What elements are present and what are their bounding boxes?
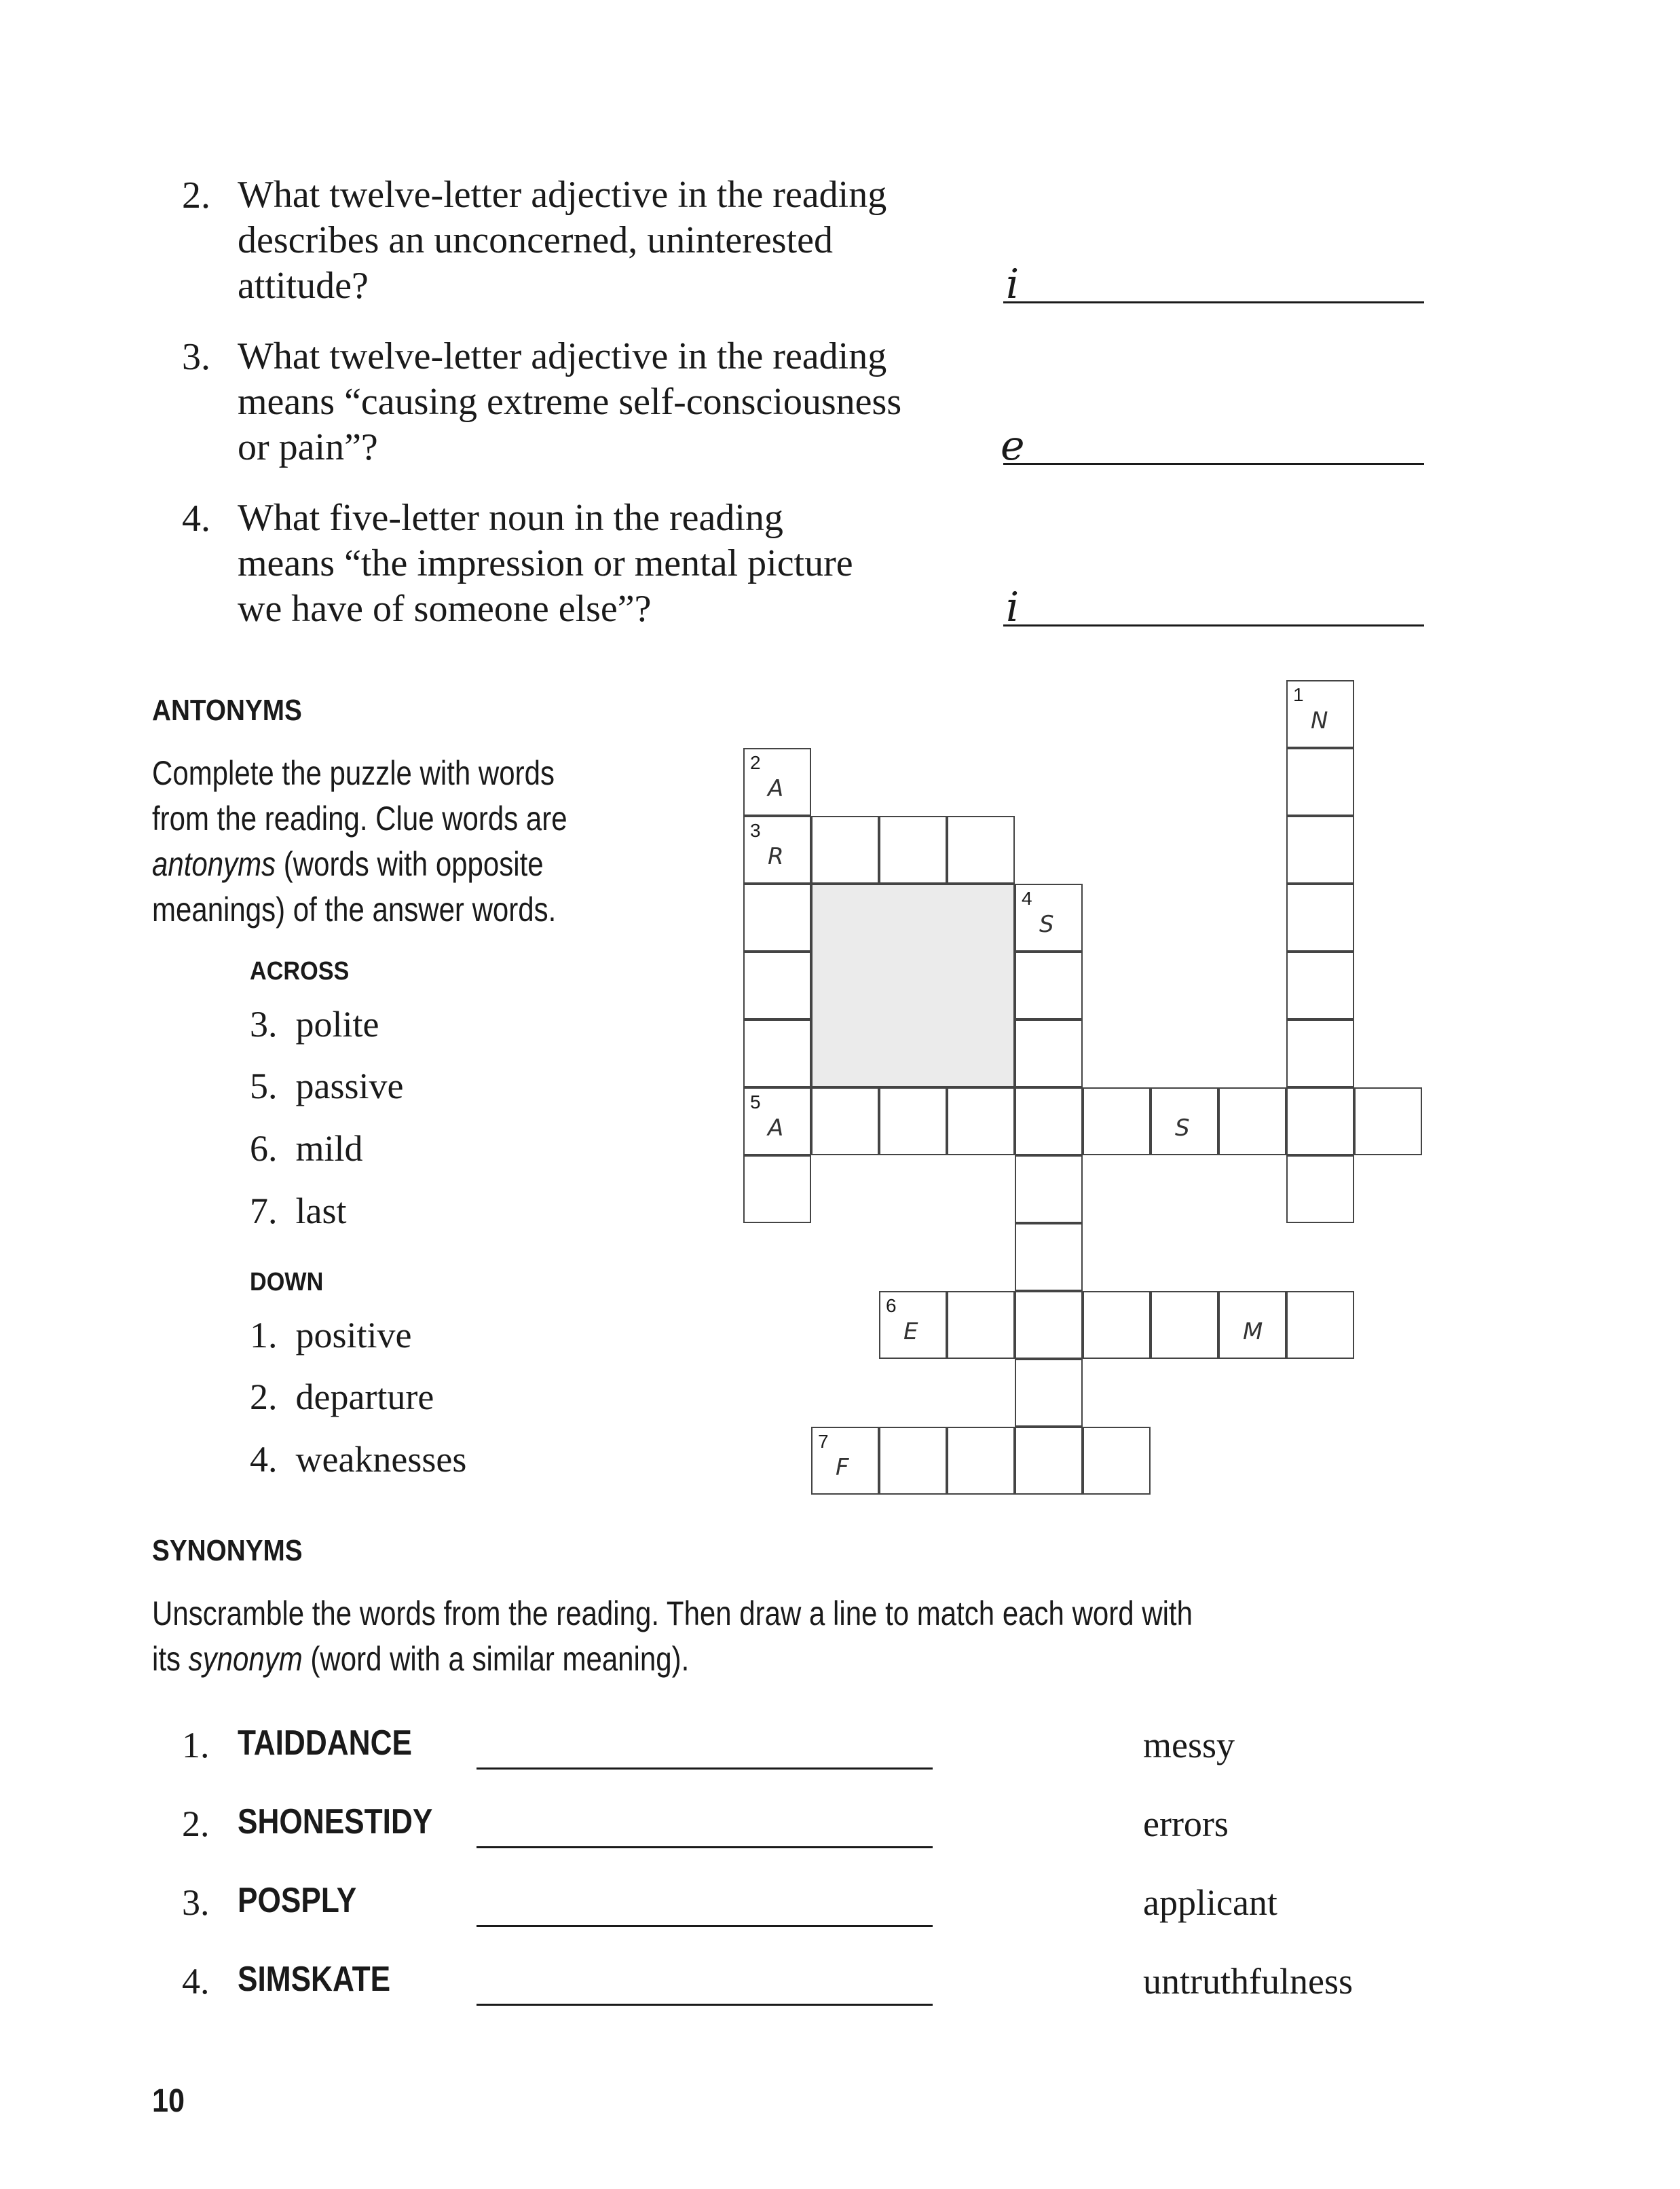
crossword-cell[interactable] [743,1155,811,1223]
clue-number: 6. [250,1128,278,1169]
crossword-cell[interactable] [1151,1291,1218,1359]
crossword-cell[interactable] [1286,1155,1354,1223]
synonym-item-number: 4. [182,1961,210,2002]
unscramble-answer-line[interactable] [477,1925,933,1927]
synonyms-instructions-prefix: its [152,1640,189,1678]
synonyms-instructions-rest: (word with a similar meaning). [302,1640,690,1678]
scrambled-word: SIMSKATE [238,1960,391,1999]
clue-word: positive [295,1315,412,1355]
crossword-cell[interactable] [1151,1087,1218,1155]
crossword-cell[interactable] [1218,1087,1286,1155]
unscramble-answer-line[interactable] [477,1846,933,1848]
crossword-cell[interactable] [743,1019,811,1087]
crossword-cell[interactable] [743,1087,811,1155]
unscramble-answer-line[interactable] [477,2004,933,2006]
antonyms-heading: ANTONYMS [152,694,302,727]
crossword-cell[interactable] [811,816,879,884]
across-clue [250,1003,379,1045]
clue-word: passive [295,1066,404,1106]
crossword-cell[interactable] [1083,1087,1151,1155]
question-text-line: What twelve-letter adjective in the reading [238,335,887,377]
answer-line[interactable] [1003,301,1424,303]
cell-letter: F [836,1454,849,1481]
crossword-cell[interactable] [879,1291,947,1359]
cell-number: 4 [1022,888,1032,909]
crossword-cell[interactable] [1286,1087,1354,1155]
crossword-cell[interactable] [743,748,811,816]
question-text-line: What five-letter noun in the reading [238,497,783,539]
cell-letter: A [768,1115,784,1142]
clue-number: 3. [250,1004,278,1045]
crossword-cell[interactable] [1015,884,1083,952]
question-text-line: describes an unconcerned, uninterested [238,219,833,261]
question-number: 3. [182,336,210,378]
cell-letter: N [1311,707,1328,734]
crossword-cell[interactable] [947,1427,1015,1495]
unscramble-answer-line[interactable] [477,1767,933,1770]
antonyms-instructions-line: Complete the puzzle with words [152,754,555,792]
clue-word: last [295,1191,347,1231]
scrambled-word: TAIDDANCE [238,1723,413,1763]
crossword-cell[interactable] [1015,952,1083,1019]
synonym-item-number: 3. [182,1882,210,1923]
synonym-match-word: untruthfulness [1143,1961,1353,2002]
cell-number: 5 [750,1091,761,1112]
answer-line[interactable] [1003,624,1424,626]
cell-letter: S [1175,1115,1190,1142]
crossword-cell[interactable] [947,1291,1015,1359]
synonyms-instructions-line [152,1636,689,1682]
cell-number: 2 [750,752,761,773]
clue-number: 5. [250,1066,278,1106]
crossword-cell[interactable] [879,1087,947,1155]
scrambled-word: SHONESTIDY [238,1802,433,1841]
synonyms-heading: SYNONYMS [152,1534,303,1567]
down-clue [250,1438,466,1480]
synonym-item-number: 2. [182,1803,210,1844]
antonyms-instructions-line: meanings) of the answer words. [152,891,557,929]
across-heading: ACROSS [250,957,350,986]
antonyms-instructions-rest: (words with opposite [276,845,544,883]
synonym-item-number: 1. [182,1725,210,1765]
synonym-match-word: messy [1143,1725,1235,1765]
answer-first-letter: e [1001,422,1025,470]
page-number: 10 [152,2083,185,2119]
cell-number: 3 [750,820,761,841]
question-number: 2. [182,174,210,217]
crossword-cell[interactable] [1286,1291,1354,1359]
crossword-cell[interactable] [1286,748,1354,816]
crossword-cell[interactable] [1286,884,1354,952]
crossword-cell[interactable] [947,816,1015,884]
cell-number: 6 [886,1295,897,1316]
crossword-cell[interactable] [1015,1427,1083,1495]
antonyms-term: antonyms [152,845,276,883]
answer-first-letter: i [1006,261,1020,308]
cell-letter: S [1039,911,1054,938]
scrambled-word: POSPLY [238,1881,357,1920]
question-number: 4. [182,498,210,540]
question-text-line: we have of someone else”? [238,588,652,630]
cell-number: 7 [818,1431,829,1452]
crossword-cell[interactable] [743,884,811,952]
crossword-cell[interactable] [947,1087,1015,1155]
down-heading: DOWN [250,1268,324,1296]
clue-word: polite [295,1004,379,1045]
clue-number: 2. [250,1377,278,1417]
crossword-cell[interactable] [1286,1019,1354,1087]
cell-letter: R [768,843,784,870]
crossword-cell[interactable] [1354,1087,1422,1155]
crossword-cell[interactable] [811,1087,879,1155]
clue-number: 7. [250,1191,278,1231]
question-text-line: What twelve-letter adjective in the reading [238,174,887,216]
synonym-match-word: errors [1143,1803,1229,1844]
answer-line[interactable] [1003,463,1424,465]
synonyms-term: synonym [188,1640,303,1678]
synonym-match-word: applicant [1143,1882,1277,1923]
antonyms-instructions-line: from the reading. Clue words are [152,800,567,838]
crossword-cell[interactable] [1015,1019,1083,1087]
across-clue [250,1190,347,1232]
crossword-cell[interactable] [1218,1291,1286,1359]
question-text-line: or pain”? [238,426,378,468]
synonyms-instructions-line: Unscramble the words from the reading. Then draw a line to match each word with [152,1594,1193,1632]
crossword-cell[interactable] [1286,680,1354,748]
crossword-cell[interactable] [879,1427,947,1495]
down-clue [250,1376,434,1418]
across-clue [250,1127,363,1170]
crossword-cell[interactable] [1083,1427,1151,1495]
cell-letter: E [903,1318,918,1345]
across-clue [250,1065,403,1107]
clue-word: departure [295,1377,434,1417]
crossword-cell[interactable] [1286,952,1354,1019]
cell-letter: M [1243,1318,1263,1345]
crossword-cell[interactable] [1015,1359,1083,1427]
crossword-cell[interactable] [1015,1223,1083,1291]
question-text-line: means “the impression or mental picture [238,542,853,584]
crossword-cell[interactable] [1015,1087,1083,1155]
crossword-cell[interactable] [1286,816,1354,884]
clue-word: weaknesses [295,1439,467,1480]
crossword-cell[interactable] [743,952,811,1019]
crossword-cell[interactable] [1083,1291,1151,1359]
crossword-cell[interactable] [1015,1155,1083,1223]
question-text-line: attitude? [238,265,369,307]
antonyms-instructions-line [152,842,544,887]
crossword-shaded-block [811,884,1015,1087]
crossword-cell[interactable] [743,816,811,884]
clue-number: 1. [250,1315,278,1355]
cell-number: 1 [1293,684,1304,705]
cell-letter: A [768,775,784,802]
answer-first-letter: i [1006,584,1020,631]
question-text-line: means “causing extreme self-consciousness [238,381,902,423]
crossword-cell[interactable] [879,816,947,884]
down-clue [250,1314,412,1356]
clue-number: 4. [250,1439,278,1480]
clue-word: mild [295,1128,363,1169]
crossword-cell[interactable] [811,1427,879,1495]
crossword-cell[interactable] [1015,1291,1083,1359]
